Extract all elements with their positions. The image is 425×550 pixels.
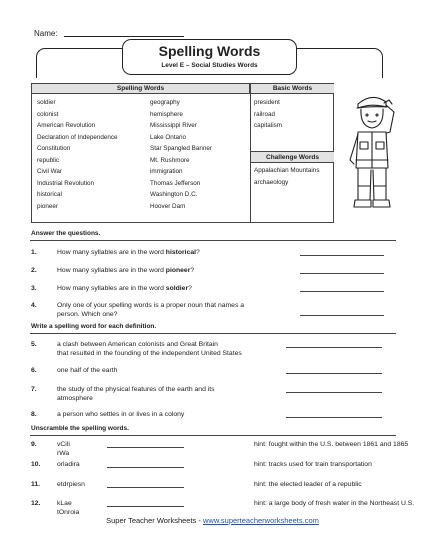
definition-text: atmosphere xyxy=(57,395,93,402)
soldier-mascot-icon xyxy=(340,90,404,214)
list-item: geography xyxy=(150,99,180,106)
question-text: How many syllables are in the word xyxy=(57,249,166,256)
list-item: Civil War xyxy=(37,168,62,175)
section1-heading: Answer the questions. xyxy=(31,230,101,237)
question-4 xyxy=(31,301,331,319)
list-item: Lake Ontario xyxy=(150,133,187,141)
word-table xyxy=(31,83,334,223)
list-item: Mt. Rushmore xyxy=(150,156,190,164)
name-field[interactable] xyxy=(64,36,184,37)
name-row xyxy=(34,29,184,38)
name-label: Name: xyxy=(34,29,58,38)
title-bracket-left xyxy=(36,48,122,78)
footer xyxy=(0,516,425,525)
answer-line-7[interactable] xyxy=(286,392,382,393)
answer-line-4[interactable] xyxy=(300,315,384,316)
question-number: 2. xyxy=(31,267,37,274)
answer-line-3[interactable] xyxy=(300,291,384,292)
answer-line-10[interactable] xyxy=(107,467,184,468)
question-keyword: historical xyxy=(165,249,197,256)
title-box xyxy=(122,39,297,75)
list-item: Industrial Revolution xyxy=(37,179,95,187)
question-number: 7. xyxy=(31,386,37,393)
hint-text: hint: a large body of fresh water in the Northeast U.S. xyxy=(254,500,415,507)
question-text: person. Which one? xyxy=(57,311,118,318)
challenge-words-heading: Challenge Words xyxy=(251,151,334,163)
answer-line-8[interactable] xyxy=(286,417,382,418)
question-text: How many syllables are in the word xyxy=(57,267,166,274)
list-item: Star Spangled Banner xyxy=(150,145,212,152)
list-item: Mississippi River xyxy=(150,122,197,129)
answer-line-6[interactable] xyxy=(286,373,382,374)
answer-line-2[interactable] xyxy=(300,273,384,274)
definition-text: a person who settles in or lives in a colony xyxy=(57,411,185,418)
answer-line-1[interactable] xyxy=(300,255,384,256)
question-number: 11. xyxy=(31,481,41,488)
list-item: archaeology xyxy=(254,178,289,186)
hint-text: hint: the elected leader of a republic xyxy=(254,481,362,488)
list-item: hemisphere xyxy=(150,110,183,118)
footer-link[interactable]: www.superteacherworksheets.com xyxy=(202,516,319,525)
question-number: 1. xyxy=(31,249,37,256)
definition-text: the study of the physical features of the earth and its xyxy=(57,386,215,393)
section3-rule xyxy=(30,435,396,436)
scrambled-word: vCili rWa xyxy=(57,441,70,457)
definition-text: that resulted in the founding of the independent United States xyxy=(57,350,242,357)
question-text: Only one of your spelling words is a proper noun that names a xyxy=(57,302,245,309)
list-item: Washington D.C. xyxy=(150,191,198,198)
list-item: immigration xyxy=(150,168,183,175)
section2-rule xyxy=(30,333,396,334)
question-number: 5. xyxy=(31,341,37,348)
question-number: 3. xyxy=(31,285,37,292)
list-item: railroad xyxy=(254,110,275,118)
spelling-words-heading: Spelling Words xyxy=(32,84,250,94)
challenge-words-column xyxy=(254,165,319,188)
list-item: Constitution xyxy=(37,145,71,152)
definition-7 xyxy=(31,385,331,403)
hint-text: hint: tracks used for train transportation xyxy=(254,461,372,468)
question-mark: ? xyxy=(196,249,200,256)
answer-line-9[interactable] xyxy=(107,447,184,448)
list-item: Declaration of Independence xyxy=(37,133,118,141)
scrambled-word: etdrpiesn xyxy=(57,481,85,488)
question-number: 6. xyxy=(31,367,37,374)
answer-line-12[interactable] xyxy=(107,506,184,507)
question-number: 12. xyxy=(31,500,41,507)
list-item: soldier xyxy=(37,99,56,106)
list-item: pioneer xyxy=(37,202,59,210)
spelling-column-1 xyxy=(37,97,118,212)
spelling-column-2 xyxy=(150,97,212,212)
basic-words-column xyxy=(254,97,282,132)
title-bracket-right xyxy=(297,48,383,78)
footer-text: Super Teacher Worksheets - xyxy=(106,516,203,525)
list-item: republic xyxy=(37,156,60,164)
question-number: 9. xyxy=(31,441,37,448)
basic-words-heading: Basic Words xyxy=(251,84,334,94)
list-item: historical xyxy=(37,191,62,198)
definition-text: a clash between American colonists and Great Britain xyxy=(57,341,218,348)
scrambled-word: orladira xyxy=(57,461,80,468)
question-number: 10. xyxy=(31,461,41,468)
definition-5 xyxy=(31,340,331,358)
hint-text: hint: fought within the U.S. between 1861 and 1865 xyxy=(254,441,409,448)
list-item: president xyxy=(254,99,280,106)
question-mark: ? xyxy=(188,285,192,292)
list-item: Appalachian Mountains xyxy=(254,167,320,174)
list-item: Hoover Dam xyxy=(150,202,186,210)
page-title: Spelling Words xyxy=(158,43,261,59)
answer-line-5[interactable] xyxy=(286,347,382,348)
definition-text: one half of the earth xyxy=(57,367,118,374)
list-item: American Revolution xyxy=(37,122,96,129)
list-item: capitalism xyxy=(254,122,282,129)
question-mark: ? xyxy=(190,267,195,274)
list-item: Thomas Jefferson xyxy=(150,179,201,187)
section3-heading: Unscramble the spelling words. xyxy=(31,425,129,432)
question-text: How many syllables are in the word xyxy=(57,285,166,292)
answer-line-11[interactable] xyxy=(107,487,184,488)
question-keyword: soldier xyxy=(165,285,189,292)
section2-heading: Write a spelling word for each definition. xyxy=(31,323,157,330)
section1-rule xyxy=(30,240,396,241)
question-number: 8. xyxy=(31,411,37,418)
question-number: 4. xyxy=(31,302,37,309)
question-keyword: pioneer xyxy=(165,267,191,274)
scrambled-word: kLae tOnroia xyxy=(57,500,80,516)
list-item: colonist xyxy=(37,110,59,118)
page-subtitle: Level E – Social Studies Words xyxy=(161,62,258,69)
